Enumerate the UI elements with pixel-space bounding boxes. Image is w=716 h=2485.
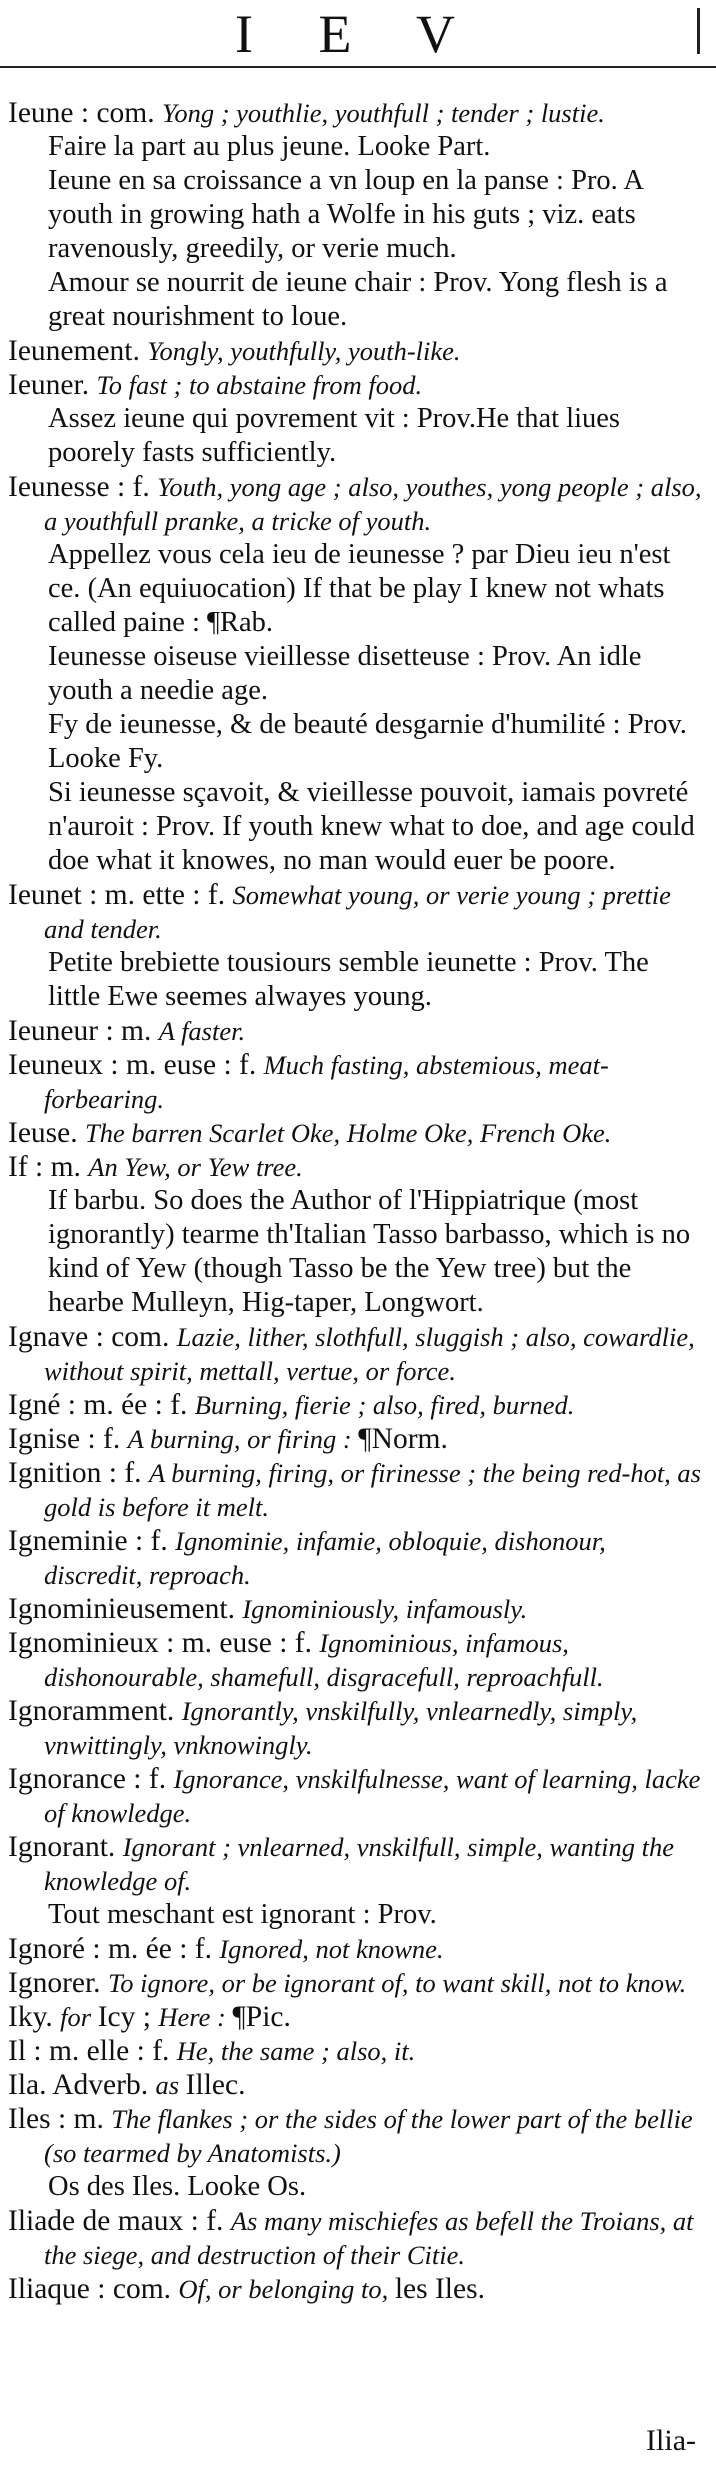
gloss: Youth, yong age ; also, youthes, yong people ; also, a youthfull pranke, a tricke of youth.	[44, 472, 702, 536]
sub-entry	[8, 402, 704, 470]
dictionary-entry	[8, 1014, 704, 1048]
dictionary-entry	[8, 368, 704, 402]
headword: If :	[8, 1151, 44, 1183]
dictionary-entry	[8, 2272, 704, 2306]
plain-text: Os.	[267, 2171, 307, 2202]
plain-text: Tasso barbasso,	[373, 1219, 559, 1250]
plain-text	[78, 1117, 85, 1149]
gloss: He, the same ; also, it.	[176, 2036, 416, 2066]
gloss: Of, or belonging to,	[178, 2274, 395, 2304]
headword: Ieunesse :	[8, 471, 126, 503]
gloss: Yong ; youthlie, youthfull ; tender ; lustie.	[162, 98, 605, 128]
plain-text: f.	[95, 1423, 128, 1455]
plain-text: Os des Iles.	[48, 2171, 188, 2202]
plain-text: Amour se nourrit de ieune chair : Prov.	[48, 267, 499, 298]
plain-text: ¶Norm.	[358, 1423, 448, 1455]
sub-entry	[8, 946, 704, 1014]
headword: Iles :	[8, 2103, 67, 2135]
plain-text: Illec.	[185, 2069, 246, 2101]
plain-text: Ieunesse oiseuse vieillesse disetteuse : Prov.	[48, 641, 557, 672]
gloss: A faster.	[158, 1016, 246, 1046]
gloss: A burning, firing, or firinesse ; the being red-hot, as gold is before it melt.	[44, 1458, 701, 1522]
headword: Ignominieusement.	[8, 1593, 235, 1625]
headword: Ieuse.	[8, 1117, 78, 1149]
page-header	[0, 0, 716, 66]
plain-text: m. elle : f.	[41, 2035, 177, 2067]
plain-text: m. ée : f.	[100, 1933, 220, 1965]
headword: Iliade de maux :	[8, 2205, 199, 2237]
plain-text: Faire la part au plus jeune.	[48, 131, 358, 162]
header-rule	[0, 66, 716, 68]
plain-text: Tout meschant est ignorant : Prov.	[48, 1899, 437, 1930]
gloss: Looke	[48, 743, 128, 774]
headword: Ignise :	[8, 1423, 96, 1455]
sub-entry	[8, 538, 704, 640]
catchword: Ilia-	[646, 2424, 696, 2457]
headword: Igneminie :	[8, 1525, 144, 1557]
gloss: An Yew, or Yew tree.	[88, 1152, 303, 1182]
plain-text: les Iles.	[394, 2273, 485, 2305]
headword: Ila.	[8, 2069, 47, 2101]
gloss: A youth in growing hath a Wolfe in his guts ; viz. eats ravenously, greedily, or verie much.	[48, 165, 643, 264]
headword: Iky.	[8, 2001, 53, 2033]
headword: Ignition :	[8, 1457, 117, 1489]
headword: Ignorer.	[8, 1967, 101, 1999]
headword: Ieune :	[8, 97, 90, 129]
plain-text: If barbu.	[48, 1185, 154, 1216]
gloss: Lazie, lither, slothfull, sluggish ; also, cowardlie, without spirit, mettall, vertue, or force.	[44, 1322, 695, 1386]
dictionary-entry	[8, 1932, 704, 1966]
gloss: Ignominious, infamous, dishonourable, shamefull, disgracefull, reproachfull.	[44, 1628, 604, 1692]
dictionary-entry	[8, 1592, 704, 1626]
plain-text: f.	[141, 1763, 174, 1795]
plain-text: Petite brebiette tousiours semble ieunette : Prov.	[48, 947, 605, 978]
gloss: Ignorance, vnskilfulnesse, want of learning, lacke of knowledge.	[44, 1764, 701, 1828]
dictionary-entry	[8, 2000, 704, 2034]
dictionary-entry	[8, 1966, 704, 2000]
dictionary-entry	[8, 1048, 704, 1116]
headword: Ieuneur :	[8, 1015, 114, 1047]
gloss: Yongly, youthfully, youth-like.	[147, 336, 461, 366]
sub-entry	[8, 640, 704, 708]
plain-text: f.	[143, 1525, 176, 1557]
plain-text: f.	[198, 2205, 231, 2237]
plain-text: l'Hippiatrique	[408, 1185, 574, 1216]
headword: Il :	[8, 2035, 42, 2067]
gloss: The little Ewe seemes alwayes young.	[48, 947, 649, 1012]
gloss: Looke	[187, 2171, 268, 2202]
headword: Igné :	[8, 1389, 76, 1421]
plain-text: m.	[66, 2103, 112, 2135]
headword: Ignoramment.	[8, 1695, 175, 1727]
plain-text: Part.	[437, 131, 491, 162]
gloss: Ignored, not knowne.	[219, 1934, 444, 1964]
plain-text: ¶Rab.	[207, 607, 273, 638]
gloss: Ignominie, infamie, obloquie, dishonour, discredit, reproach.	[44, 1526, 606, 1590]
gloss: Yong flesh is a great nourishment to loue.	[48, 267, 668, 332]
gloss: which is no kind of Yew (though	[48, 1219, 691, 1284]
plain-text: m. ette : f.	[97, 879, 233, 911]
dictionary-entry	[8, 96, 704, 130]
gloss: To ignore, or be ignorant of, to want skill, not to know.	[107, 1968, 687, 1998]
headword: Ignave :	[8, 1321, 104, 1353]
headword: Ignominieux :	[8, 1627, 175, 1659]
dictionary-entry	[8, 2068, 704, 2102]
headword: Iliaque :	[8, 2273, 106, 2305]
plain-text: Fy de ieunesse, & de beauté desgarnie d'humilité : Prov.	[48, 709, 687, 740]
sub-entry	[8, 2170, 704, 2204]
page-edge-mark	[697, 8, 716, 54]
gloss: (An equiuocation) If that be play I knew not whats called paine :	[48, 573, 665, 638]
gloss: be the Yew tree) but the hearbe Mulleyn, Hig-taper, Longwort.	[48, 1253, 632, 1318]
plain-text: f.	[116, 1457, 149, 1489]
plain-text: m. euse : f.	[118, 1049, 264, 1081]
dictionary-column	[8, 96, 704, 2306]
headword: Ieuner.	[8, 369, 90, 401]
plain-text: com.	[105, 2273, 179, 2305]
dictionary-entry	[8, 1694, 704, 1762]
dictionary-entry	[8, 1388, 704, 1422]
dictionary-entry	[8, 1150, 704, 1184]
running-head: I E V	[235, 4, 481, 64]
gloss: Looke	[357, 131, 438, 162]
plain-text: m.	[113, 1015, 159, 1047]
plain-text: m.	[43, 1151, 89, 1183]
dictionary-entry	[8, 878, 704, 946]
plain-text: Fy.	[127, 743, 164, 774]
gloss: A burning, or firing :	[127, 1424, 359, 1454]
dictionary-entry	[8, 334, 704, 368]
gloss: Ignorant ; vnlearned, vnskilfull, simple, wanting the knowledge of.	[44, 1832, 674, 1896]
plain-text: Adverb.	[46, 2069, 156, 2101]
gloss: (most ignorantly) tearme th'Italian	[48, 1185, 639, 1250]
dictionary-entry	[8, 2034, 704, 2068]
headword: Ignoré :	[8, 1933, 101, 1965]
dictionary-entry	[8, 1524, 704, 1592]
sub-entry	[8, 130, 704, 164]
gloss: Much fasting, abstemious, meat-forbearing.	[44, 1050, 609, 1114]
dictionary-entry	[8, 1626, 704, 1694]
gloss: Here :	[158, 2002, 233, 2032]
plain-text: f.	[125, 471, 158, 503]
plain-text: com.	[103, 1321, 177, 1353]
dictionary-entry	[8, 1320, 704, 1388]
headword: Ignorant.	[8, 1831, 116, 1863]
dictionary-entry	[8, 1456, 704, 1524]
plain-text: com.	[89, 97, 163, 129]
plain-text: Assez ieune qui povrement vit : Prov.	[48, 403, 476, 434]
sub-entry	[8, 1184, 704, 1320]
gloss: So does the Author of	[153, 1185, 409, 1216]
gloss: As many mischiefes as befell the Troians, at the siege, and destruction of their Citie.	[44, 2206, 694, 2270]
plain-text: Appellez vous cela ieu de ieunesse ? par Dieu ieu n'est ce.	[48, 539, 671, 604]
sub-entry	[8, 708, 704, 776]
gloss: Somewhat young, or verie young ; prettie and tender.	[44, 880, 671, 944]
gloss: An idle youth a needie age.	[48, 641, 642, 706]
sub-entry	[8, 164, 704, 266]
plain-text: Icy ;	[97, 2001, 159, 2033]
gloss: The flankes ; or the sides of the lower part of the bellie (so tearmed by Anatomists.)	[44, 2104, 693, 2168]
gloss: The barren Scarlet Oke, Holme Oke, French Oke.	[85, 1118, 612, 1148]
dictionary-entry	[8, 1422, 704, 1456]
dictionary-entry	[8, 2102, 704, 2170]
gloss: for	[60, 2002, 98, 2032]
plain-text	[174, 1695, 181, 1727]
sub-entry	[8, 266, 704, 334]
dictionary-entry	[8, 1762, 704, 1830]
plain-text: m. ée : f.	[76, 1389, 195, 1421]
plain-text	[101, 1967, 108, 1999]
gloss: as	[155, 2070, 186, 2100]
dictionary-entry	[8, 2204, 704, 2272]
sub-entry	[8, 1898, 704, 1932]
headword: Ignorance :	[8, 1763, 142, 1795]
gloss: Ignominiously, infamously.	[242, 1594, 528, 1624]
dictionary-entry	[8, 470, 704, 538]
plain-text: Tasso	[288, 1253, 361, 1284]
plain-text: ¶Pic.	[232, 2001, 291, 2033]
headword: Ieunement.	[8, 335, 140, 367]
plain-text: Ieune en sa croissance a vn loup en la panse : Pro.	[48, 165, 624, 196]
headword: Ieunet :	[8, 879, 98, 911]
gloss: He that liues poorely fasts sufficiently.	[48, 403, 620, 468]
gloss: Burning, fierie ; also, fired, burned.	[194, 1390, 575, 1420]
dictionary-entry	[8, 1116, 704, 1150]
plain-text: Si ieunesse sçavoit, & vieillesse pouvoit, iamais povreté n'auroit : Prov.	[48, 777, 689, 842]
plain-text: m. euse : f.	[174, 1627, 320, 1659]
dictionary-entry	[8, 1830, 704, 1898]
sub-entry	[8, 776, 704, 878]
headword: Ieuneux :	[8, 1049, 119, 1081]
gloss: To fast ; to abstaine from food.	[96, 370, 423, 400]
gloss: If youth knew what to doe, and age could doe what it knowes, no man would euer be poore.	[48, 811, 695, 876]
gloss: Ignorantly, vnskilfully, vnlearnedly, simply, vnwittingly, vnknowingly.	[44, 1696, 638, 1760]
plain-text	[115, 1831, 122, 1863]
